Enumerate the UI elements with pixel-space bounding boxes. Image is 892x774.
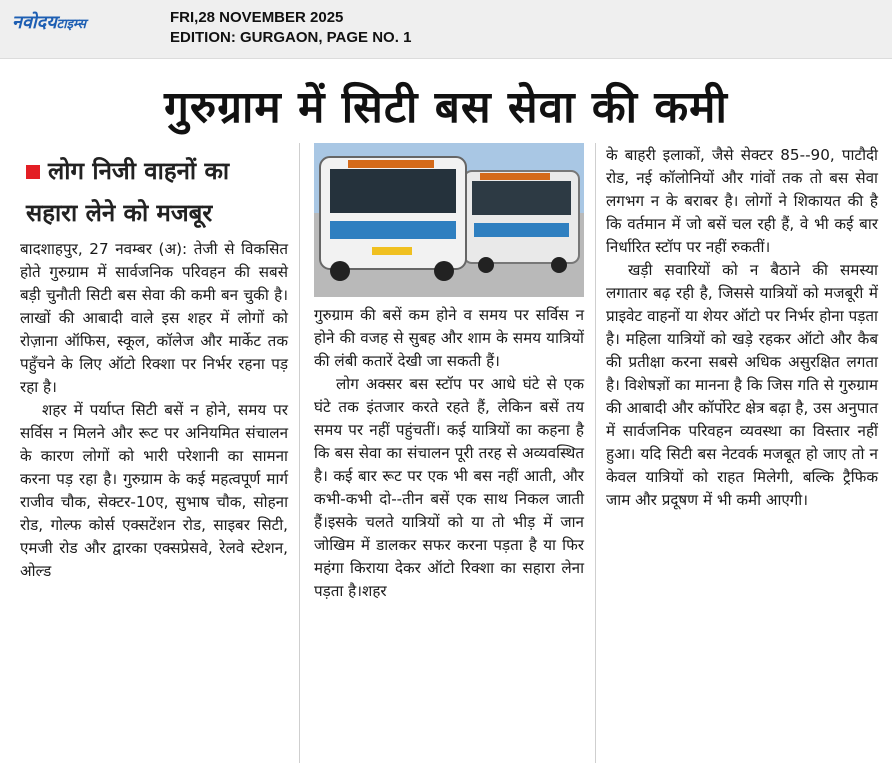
newspaper-logo[interactable]	[12, 10, 86, 34]
article-column-1	[20, 238, 288, 583]
edition-info	[170, 8, 411, 48]
paragraph: के बाहरी इलाकों, जैसे सेक्टर 85--90, पाटौदी रोड, नई कॉलोनियों और गांवों तक तो बस सेवा लगभग न के बराबर है। लोगों ने शिकायत की है कि वर्तमान में जो बसें चल रही हैं, वे भी कई बार निर्धारित स्टॉप पर नहीं रुकतीं।	[606, 146, 878, 256]
bus-photo	[314, 143, 584, 297]
red-square-bullet-icon	[26, 165, 40, 179]
date-line: FRI,28 NOVEMBER 2025	[170, 9, 344, 26]
column-divider	[595, 143, 596, 763]
brand-name: नवोदय	[12, 12, 57, 33]
buses-illustration	[314, 143, 584, 297]
edition-line: EDITION: GURGAON, PAGE NO. 1	[170, 29, 412, 46]
masthead-bar	[0, 0, 892, 59]
paragraph: बादशाहपुर, 27 नवम्बर (अ): तेजी से विकसित होते गुरुग्राम में सार्वजनिक परिवहन की सबसे बड़ी चुनौती सिटी बस सेवा की कमी बन चुकी है। लाखों की आबादी वाले इस शहर में लोगों को रोज़ाना ऑफिस, स्कूल, कॉलेज और मार्केट तक पहुँचने के लिए ऑटो रिक्शा पर निर्भर रहना पड़ रहा है।	[20, 240, 288, 396]
article-subheadline	[26, 150, 286, 234]
brand-suffix: टाइम्स	[56, 17, 86, 32]
article-headline: गुरुग्राम में सिटी बस सेवा की कमी	[164, 82, 728, 133]
paragraph: शहर में पर्याप्त सिटी बसें न होने, समय पर सर्विस न मिलने और रूट पर अनियमित संचालन के कारण लोगों को भारी परेशानी का सामना करना पड़ रहा है। गुरुग्राम के कई महत्वपूर्ण मार्ग राजीव चौक, सेक्टर-10ए, सुभाष चौक, सोहना रोड, गोल्फ कोर्स एक्सटेंशन रोड, साइबर सिटी, एमजी रोड और द्वारका एक्सप्रेसवे, रेलवे स्टेशन, ओल्ड	[20, 401, 288, 580]
photo-caption: गुरुग्राम की बसें कम होने व समय पर सर्विस न होने की वजह से सुबह और शाम के समय यात्रियों की लंबी कतारें देखी जा सकती हैं।	[314, 306, 584, 370]
subheadline-text: लोग निजी वाहनों का सहारा लेने को मजबूर	[26, 157, 230, 227]
paragraph: लोग अक्सर बस स्टॉप पर आधे घंटे से एक घंटे तक इंतजार करते रहते हैं, लेकिन बसें तय समय पर नहीं पहुंचतीं। कई यात्रियों का कहना है कि बस सेवा का संचालन पूरी तरह से अव्यवस्थित है। कई बार रूट पर एक भी बस नहीं आती, और कभी-कभी दो--तीन बसें एक साथ निकल जाती हैं।इसके चलते यात्रियों को या तो भीड़ में जान जोखिम में डालकर सफर करना पड़ता है या फिर महंगा किराया देकर ऑटो रिक्शा का सहारा लेना पड़ता है।शहर	[314, 375, 584, 600]
article-column-2	[314, 304, 584, 603]
column-divider	[299, 143, 300, 763]
article-column-3	[606, 144, 878, 512]
paragraph: खड़ी सवारियों को न बैठाने की समस्या लगातार बढ़ रही है, जिससे यात्रियों को मजबूरी में प्राइवेट वाहनों या शेयर ऑटो पर निर्भर होना पड़ता है। महिला यात्रियों को खड़े रहकर ऑटो और कैब की प्रतीक्षा करना सबसे अधिक असुरक्षित लगता है। विशेषज्ञों का मानना है कि जिस गति से गुरुग्राम की आबादी और कॉर्पोरेट क्षेत्र बढ़ा है, उस अनुपात में सार्वजनिक परिवहन व्यवस्था का विस्तार नहीं हुआ। यदि सिटी बस नेटवर्क मजबूत हो जाए तो न केवल यात्रियों को राहत मिलेगी, बल्कि ट्रैफिक जाम और प्रदूषण में भी कमी आएगी।	[606, 261, 878, 509]
